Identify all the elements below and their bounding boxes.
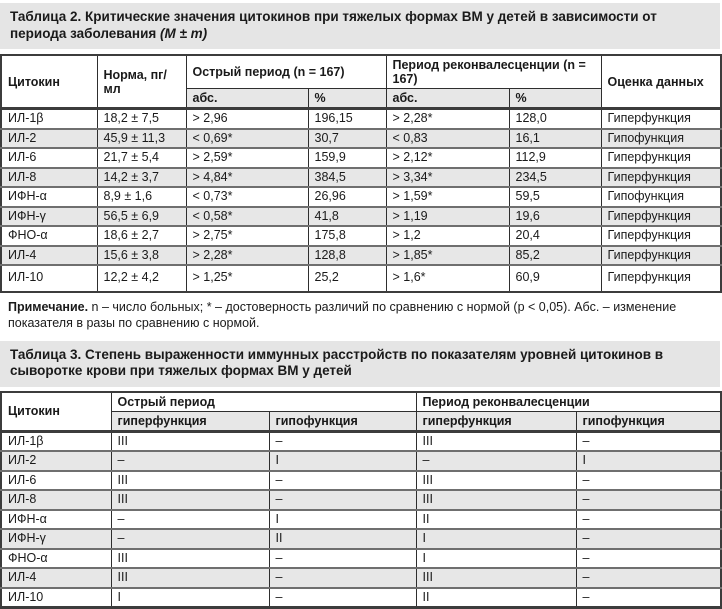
table-cell: – (576, 568, 721, 588)
table-3-header (1, 392, 721, 432)
table-cell: 21,7 ± 5,4 (97, 148, 186, 168)
table-row (1, 265, 721, 292)
table-cell: < 0,58* (186, 207, 308, 227)
col-header-reconv-abs: абс. (386, 89, 509, 109)
table-cell: 41,8 (308, 207, 386, 227)
table-cell: 196,15 (308, 109, 386, 129)
table-cell: > 2,96 (186, 109, 308, 129)
table-cell: – (269, 431, 416, 451)
table-cell: 384,5 (308, 168, 386, 188)
table-row (1, 148, 721, 168)
document-page (0, 3, 720, 561)
table-row (1, 471, 721, 491)
table-row (1, 451, 721, 471)
table-row (1, 588, 721, 608)
table-cell: Гиперфункция (601, 148, 721, 168)
col-header-norm: Норма, пг/мл (97, 55, 186, 109)
table-cell: 12,2 ± 4,2 (97, 265, 186, 292)
table-cell: 175,8 (308, 226, 386, 246)
table-cell: III (111, 568, 269, 588)
row-label-cell: ФНО-α (1, 549, 111, 569)
row-label-cell: ИФН-γ (1, 207, 97, 227)
table-cell: 85,2 (509, 246, 601, 266)
table-row (1, 129, 721, 149)
table2-title-label: Таблица 2. (10, 9, 81, 24)
footnote-label: Примечание. (8, 300, 88, 314)
table-2-header (1, 55, 721, 109)
table-cell: 18,6 ± 2,7 (97, 226, 186, 246)
table-cell: I (269, 451, 416, 471)
table-cell: III (111, 490, 269, 510)
row-label-cell: ИЛ-4 (1, 568, 111, 588)
table-cell: 30,7 (308, 129, 386, 149)
table-cell: 59,5 (509, 187, 601, 207)
col-header-reconvalescence-period: Период реконвалесценции (n = 167) (386, 55, 601, 89)
row-label-cell: ФНО-α (1, 226, 97, 246)
table-row (1, 568, 721, 588)
row-label-cell: ИЛ-10 (1, 265, 97, 292)
row-label-cell: ИЛ-1β (1, 109, 97, 129)
col-header-reconv-pct: % (509, 89, 601, 109)
table-cell: III (111, 549, 269, 569)
table-cell: – (269, 490, 416, 510)
table-cell: > 1,85* (386, 246, 509, 266)
table-cell: 15,6 ± 3,8 (97, 246, 186, 266)
table-cell: Гипофункция (601, 187, 721, 207)
row-label-cell: ИЛ-6 (1, 148, 97, 168)
table-cell: < 0,83 (386, 129, 509, 149)
table-cell: I (416, 549, 576, 569)
table-row (1, 207, 721, 227)
table-row (1, 226, 721, 246)
table-cell: – (576, 431, 721, 451)
table-cell: 8,9 ± 1,6 (97, 187, 186, 207)
table-cell: Гиперфункция (601, 246, 721, 266)
col-header-acute-abs: абс. (186, 89, 308, 109)
table-cell: I (111, 588, 269, 608)
table-row (1, 246, 721, 266)
row-label-cell: ИЛ-1β (1, 431, 111, 451)
table-cell: > 1,6* (386, 265, 509, 292)
row-label-cell: ИЛ-8 (1, 490, 111, 510)
footnote-text: n – число больных; * – достоверность различий по сравнению с нормой (p < 0,05). Абс. – изменение показателя в разы по сравнению с нормой. (8, 300, 676, 331)
table-cell: 60,9 (509, 265, 601, 292)
col-header-reconvalescence-period: Период реконвалесценции (416, 392, 721, 412)
col-header-acute-hyperfunction: гиперфункция (111, 411, 269, 431)
table2-title (0, 3, 720, 49)
table-cell: > 2,28* (186, 246, 308, 266)
table-cell: I (576, 451, 721, 471)
row-label-cell: ИЛ-4 (1, 246, 97, 266)
table-cell: 26,96 (308, 187, 386, 207)
table-cell: III (111, 471, 269, 491)
table-cell: 25,2 (308, 265, 386, 292)
table-cell: III (416, 431, 576, 451)
table-3-immune-disorder-severity (0, 391, 722, 609)
col-header-reconv-hypofunction: гипофункция (576, 411, 721, 431)
table-cell: > 1,2 (386, 226, 509, 246)
table-cell: Гиперфункция (601, 207, 721, 227)
table-cell: 112,9 (509, 148, 601, 168)
table-cell: – (269, 588, 416, 608)
table-cell: Гиперфункция (601, 226, 721, 246)
col-header-cytokine: Цитокин (1, 55, 97, 109)
table-cell: – (269, 568, 416, 588)
table-2-cytokine-critical-values (0, 54, 722, 293)
table-cell: – (576, 471, 721, 491)
table-cell: > 4,84* (186, 168, 308, 188)
table2-footnote (0, 293, 720, 332)
table-cell: 16,1 (509, 129, 601, 149)
table-cell: – (576, 588, 721, 608)
col-header-acute-period: Острый период (n = 167) (186, 55, 386, 89)
table-cell: 128,0 (509, 109, 601, 129)
table3-title-label: Таблица 3. (10, 347, 81, 362)
table-cell: 56,5 ± 6,9 (97, 207, 186, 227)
table-cell: 18,2 ± 7,5 (97, 109, 186, 129)
col-header-assessment: Оценка данных (601, 55, 721, 109)
table-cell: 14,2 ± 3,7 (97, 168, 186, 188)
table-cell: – (416, 451, 576, 471)
table-cell: III (416, 568, 576, 588)
table-row (1, 431, 721, 451)
table-cell: 19,6 (509, 207, 601, 227)
table-row (1, 109, 721, 129)
table-3-body (1, 431, 721, 608)
table-cell: – (111, 451, 269, 471)
table2-title-math: (M ± m) (160, 26, 207, 41)
table-cell: > 1,59* (386, 187, 509, 207)
table-cell: – (576, 510, 721, 530)
table-cell: – (111, 529, 269, 549)
table-row (1, 490, 721, 510)
col-header-acute-pct: % (308, 89, 386, 109)
table-cell: Гиперфункция (601, 265, 721, 292)
table-row (1, 510, 721, 530)
table-row (1, 168, 721, 188)
table-3-header-row-groups (1, 392, 721, 412)
table-row (1, 549, 721, 569)
table-row (1, 529, 721, 549)
table-cell: II (269, 529, 416, 549)
table-cell: 20,4 (509, 226, 601, 246)
table-cell: 128,8 (308, 246, 386, 266)
table-cell: I (416, 529, 576, 549)
table-cell: III (111, 431, 269, 451)
table-cell: – (576, 490, 721, 510)
row-label-cell: ИФН-α (1, 187, 97, 207)
row-label-cell: ИФН-γ (1, 529, 111, 549)
table3-title (0, 341, 720, 387)
col-header-acute-hypofunction: гипофункция (269, 411, 416, 431)
table-cell: III (416, 490, 576, 510)
row-label-cell: ИЛ-2 (1, 451, 111, 471)
table-cell: I (269, 510, 416, 530)
table-cell: 234,5 (509, 168, 601, 188)
table-cell: > 2,59* (186, 148, 308, 168)
table-cell: – (111, 510, 269, 530)
col-header-reconv-hyperfunction: гиперфункция (416, 411, 576, 431)
table-cell: Гипофункция (601, 129, 721, 149)
table-cell: – (269, 471, 416, 491)
table-row (1, 187, 721, 207)
table-cell: < 0,69* (186, 129, 308, 149)
table-cell: > 3,34* (386, 168, 509, 188)
row-label-cell: ИЛ-2 (1, 129, 97, 149)
col-header-acute-period: Острый период (111, 392, 416, 412)
table-cell: > 2,75* (186, 226, 308, 246)
table-cell: > 1,25* (186, 265, 308, 292)
table-cell: – (576, 529, 721, 549)
table-cell: < 0,73* (186, 187, 308, 207)
table-cell: > 2,12* (386, 148, 509, 168)
table-cell: – (576, 549, 721, 569)
row-label-cell: ИЛ-8 (1, 168, 97, 188)
table-2-header-row-groups (1, 55, 721, 89)
table-cell: 45,9 ± 11,3 (97, 129, 186, 149)
table-cell: III (416, 471, 576, 491)
table3-title-text: Степень выраженности иммунных расстройств по показателям уровней цитокинов в сыворотке крови при тяжелых формах ВМ у детей (10, 347, 663, 379)
table-cell: Гиперфункция (601, 168, 721, 188)
col-header-cytokine: Цитокин (1, 392, 111, 432)
row-label-cell: ИЛ-6 (1, 471, 111, 491)
table-2-body (1, 109, 721, 292)
table-cell: – (269, 549, 416, 569)
table-cell: > 2,28* (386, 109, 509, 129)
table2-title-text: Критические значения цитокинов при тяжелых формах ВМ у детей в зависимости от периода заболевания (10, 9, 657, 41)
table-cell: II (416, 588, 576, 608)
row-label-cell: ИФН-α (1, 510, 111, 530)
table-cell: II (416, 510, 576, 530)
row-label-cell: ИЛ-10 (1, 588, 111, 608)
table-cell: 159,9 (308, 148, 386, 168)
table-cell: > 1,19 (386, 207, 509, 227)
table-cell: Гиперфункция (601, 109, 721, 129)
